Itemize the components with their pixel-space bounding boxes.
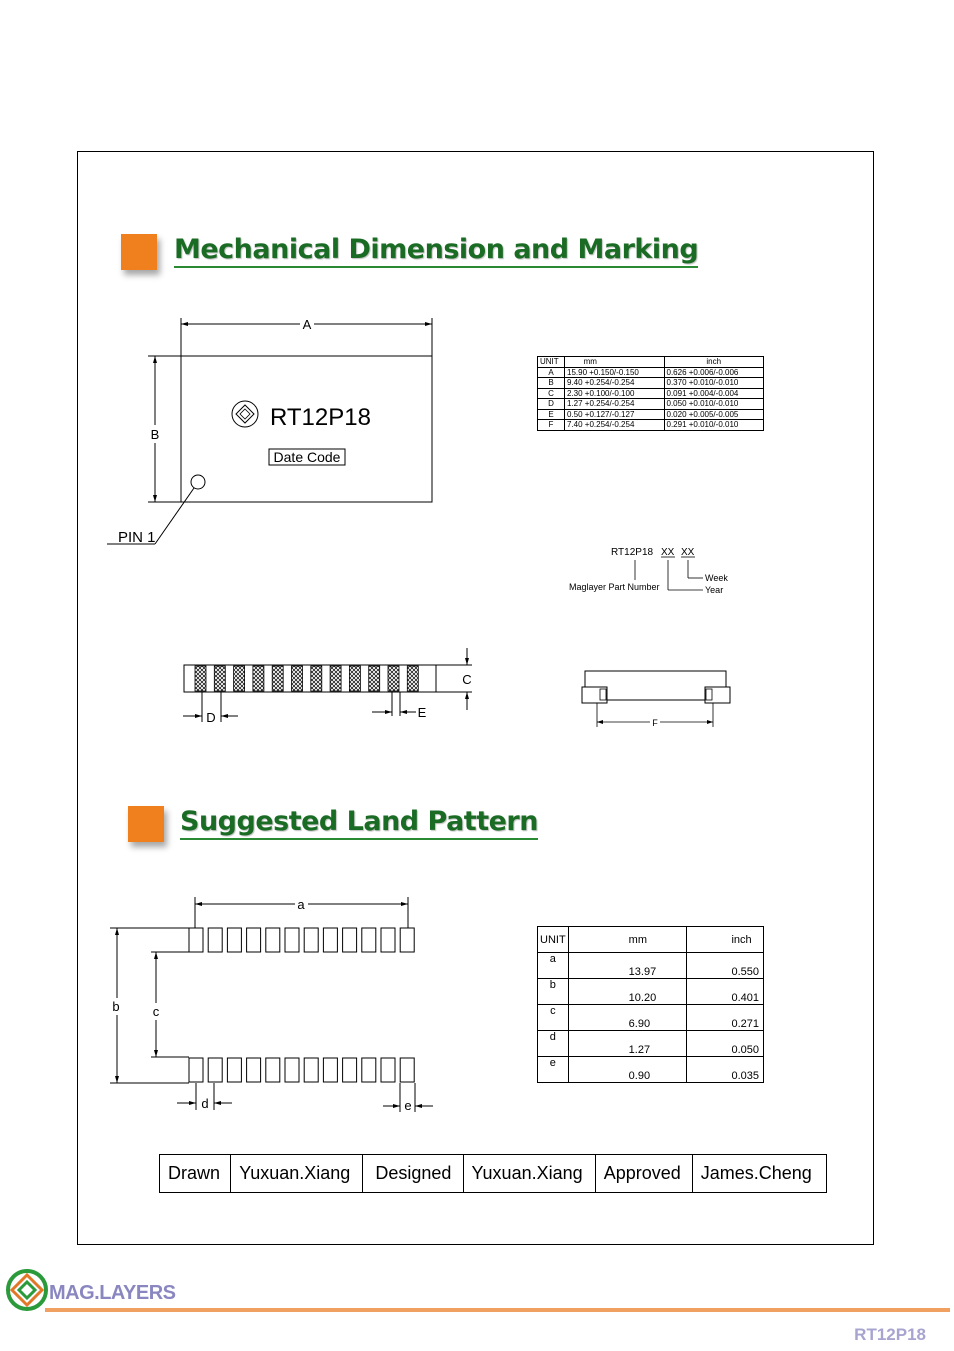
table-cell: 0.401 [687,979,764,1005]
footer-part-number: RT12P18 [854,1325,926,1344]
table-header: UNIT [538,927,569,953]
signoff-table [159,1154,827,1193]
land-pad [266,928,280,952]
land-pad [362,928,376,952]
side-pin [272,666,283,691]
table-cell: E [538,409,565,420]
marking-part-number: Maglayer Part Number [569,582,660,592]
table-cell: 0.90 [568,1057,687,1083]
side-pin [407,666,418,691]
land-pad [227,1058,241,1082]
table-row [538,409,764,420]
table-cell: a [538,953,569,979]
land-pad [189,1058,203,1082]
land-pad [343,928,357,952]
table-row [538,979,764,1005]
footer-divider [45,1308,950,1312]
designed-label: Designed [363,1155,463,1193]
land-pattern-drawing [100,890,440,1120]
approved-label: Approved [595,1155,692,1193]
land-pad [323,1058,337,1082]
table-cell: 9.40 +0.254/-0.254 [565,378,665,389]
table-cell: 7.40 +0.254/-0.254 [565,420,665,431]
side-pin [253,666,264,691]
table-row [160,1155,827,1193]
table-row [538,420,764,431]
table-header: mm [565,357,665,368]
land-pad [400,928,414,952]
dimension-table [537,356,764,431]
table-cell: d [538,1031,569,1057]
company-logo-icon [5,1268,49,1312]
land-pad [304,928,318,952]
marking-code: RT12P18 [611,547,654,558]
table-cell: c [538,1005,569,1031]
table-row [538,1057,764,1083]
table-header: inch [664,357,764,368]
table-cell: 0.091 +0.004/-0.004 [664,388,764,399]
marking-week: Week [705,573,728,583]
land-pad [362,1058,376,1082]
land-pad [400,1058,414,1082]
part-marking-text: RT12P18 [270,404,371,431]
table-cell: 0.050 +0.010/-0.010 [664,399,764,410]
table-cell: 0.035 [687,1057,764,1083]
side-pin [330,666,341,691]
table-cell: 6.90 [568,1005,687,1031]
land-pad [247,928,261,952]
section-marker-2 [128,806,164,842]
land-pattern-table [537,926,764,1083]
marking-legend [560,540,740,600]
dim-label-e: E [417,705,427,720]
table-cell: 0.626 +0.006/-0.006 [664,367,764,378]
table-cell: D [538,399,565,410]
side-pin [195,666,206,691]
table-cell: 0.271 [687,1005,764,1031]
table-cell: F [538,420,565,431]
side-pin [292,666,303,691]
table-header: mm [568,927,687,953]
land-label-d: d [201,1096,209,1111]
side-pin [214,666,225,691]
land-pad [285,928,299,952]
table-cell: 10.20 [568,979,687,1005]
table-cell: 1.27 [568,1031,687,1057]
table-row [538,399,764,410]
marking-year: Year [705,585,724,595]
company-brand: MAG.LAYERS [49,1282,176,1304]
dim-label-c: C [462,672,472,687]
section-title-land-pattern: Suggested Land Pattern [180,806,538,840]
table-row [538,1005,764,1031]
table-row [538,953,764,979]
section-title-mechanical: Mechanical Dimension and Marking [174,234,698,268]
drawn-label: Drawn [160,1155,231,1193]
land-pad [381,928,395,952]
dim-label-b: B [150,427,160,442]
marking-xx2: XX [681,547,695,558]
dim-label-f: F [652,718,658,728]
pin1-label: PIN 1 [118,529,156,546]
drawn-name: Yuxuan.Xiang [231,1155,363,1193]
land-pad [381,1058,395,1082]
land-pad [304,1058,318,1082]
land-pad [323,928,337,952]
table-cell: 0.50 +0.127/-0.127 [565,409,665,420]
table-row [538,1031,764,1057]
table-cell: b [538,979,569,1005]
side-pin [311,666,322,691]
land-pad [189,928,203,952]
land-label-c: c [152,1004,160,1019]
table-row [538,367,764,378]
table-cell: 0.291 +0.010/-0.010 [664,420,764,431]
table-header: inch [687,927,764,953]
table-cell: 2.30 +0.100/-0.100 [565,388,665,399]
side-pin [369,666,380,691]
table-header: UNIT [538,357,565,368]
table-cell: 0.370 +0.010/-0.010 [664,378,764,389]
land-pad [227,928,241,952]
dim-label-a: A [302,317,312,332]
approved-name: James.Cheng [692,1155,826,1193]
land-pad [266,1058,280,1082]
table-cell: A [538,367,565,378]
top-view-drawing [100,310,450,550]
land-label-e: e [404,1098,412,1113]
side-pin [349,666,360,691]
land-pad [343,1058,357,1082]
dim-label-d: D [206,710,216,725]
land-label-b: b [112,999,120,1014]
designed-name: Yuxuan.Xiang [463,1155,595,1193]
side-pin [234,666,245,691]
table-cell: 0.020 +0.005/-0.005 [664,409,764,420]
section-marker-1 [121,234,157,270]
table-row [538,357,764,368]
table-cell: B [538,378,565,389]
table-cell: e [538,1057,569,1083]
marking-xx1: XX [661,547,675,558]
side-view-drawing [170,640,490,730]
table-cell: 1.27 +0.254/-0.254 [565,399,665,410]
table-cell: 0.550 [687,953,764,979]
table-row [538,378,764,389]
land-pad [285,1058,299,1082]
side-pin [388,666,399,691]
date-code-text: Date Code [273,449,341,465]
land-pad [208,1058,222,1082]
table-row [538,388,764,399]
table-row [538,927,764,953]
land-pad [247,1058,261,1082]
land-pad [208,928,222,952]
table-cell: 13.97 [568,953,687,979]
end-view-drawing [575,660,740,735]
table-cell: C [538,388,565,399]
land-label-a: a [297,897,305,912]
table-cell: 15.90 +0.150/-0.150 [565,367,665,378]
table-cell: 0.050 [687,1031,764,1057]
